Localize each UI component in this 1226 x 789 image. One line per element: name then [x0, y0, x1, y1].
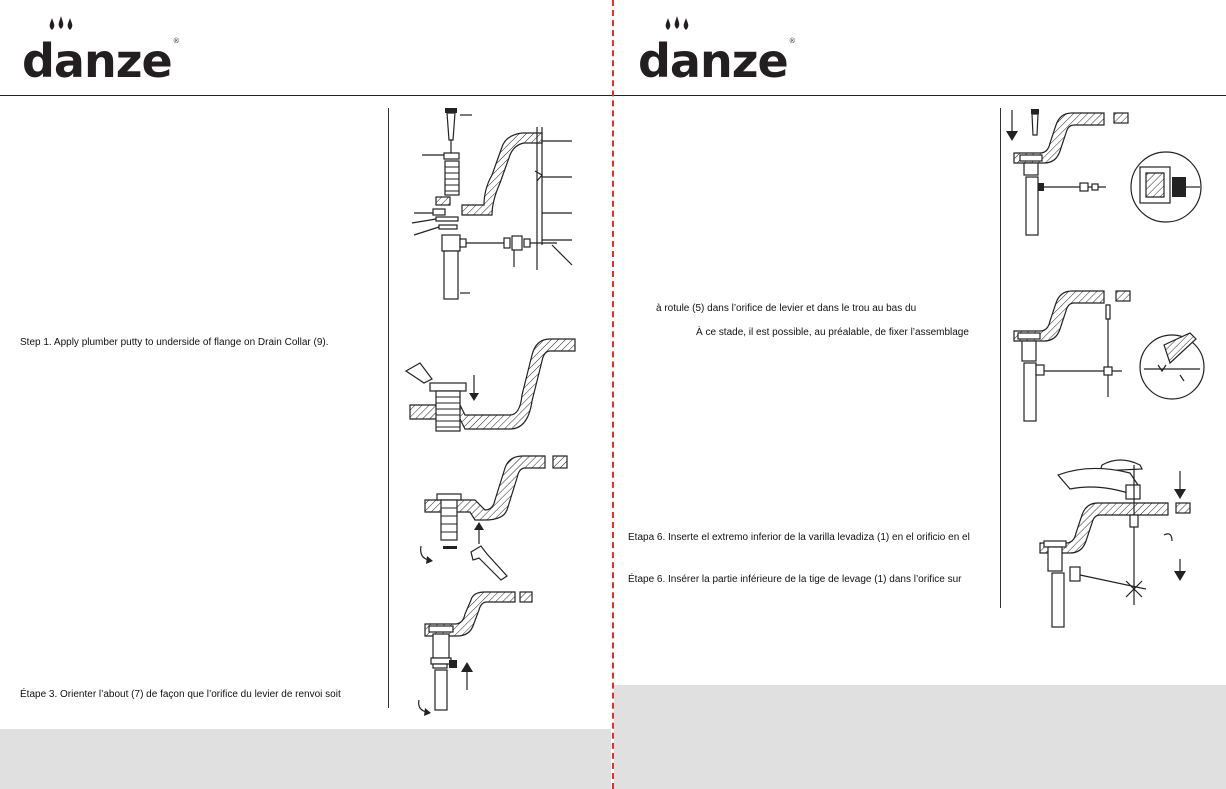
faucet-lift-rod-diagram: [1030, 455, 1200, 630]
logo-text: danze: [22, 34, 172, 88]
water-drops-icon: [44, 16, 78, 36]
column-separator-left: [388, 108, 389, 708]
tailpiece-install-diagram: [415, 590, 545, 715]
column-separator-right: [1000, 108, 1001, 608]
apply-putty-diagram: [400, 335, 590, 435]
danze-logo-left: [22, 34, 179, 88]
step3-text-fr: Étape 3. Orienter l’about (7) de façon que l’orifice du levier de renvoi soit: [20, 689, 341, 700]
danze-logo-right: [638, 34, 795, 88]
step6-text-es: Etapa 6. Inserte el extremo inferior de la varilla levadiza (1) en el orificio en el: [628, 532, 970, 543]
trademark: ®: [788, 37, 795, 45]
tighten-nut-diagram: [415, 450, 585, 585]
page-divider: [612, 0, 614, 789]
footer-band-left: [0, 729, 611, 789]
step1-text: Step 1. Apply plumber putty to underside of flange on Drain Collar (9).: [20, 337, 329, 348]
exploded-drain-diagram: [392, 105, 597, 305]
water-drops-icon: [660, 16, 694, 36]
trademark: ®: [172, 37, 179, 45]
header-rule-left: [0, 95, 612, 96]
pivot-rod-detail-diagram: [1004, 105, 1204, 240]
step6-text-fr: Étape 6. Insérer la partie inférieure de la tige de levage (1) dans l’orifice sur: [628, 574, 962, 585]
fr-instruction-line2: À ce stade, il est possible, au préalable, de fixer l’assemblage: [696, 327, 969, 338]
logo-text: danze: [638, 34, 788, 88]
fr-instruction-line1: à rotule (5) dans l’orifice de levier et dans le trou au bas du: [656, 303, 917, 314]
clip-attach-detail-diagram: [1004, 285, 1204, 425]
header-rule-right: [614, 95, 1226, 96]
footer-band-right: [614, 685, 1226, 789]
